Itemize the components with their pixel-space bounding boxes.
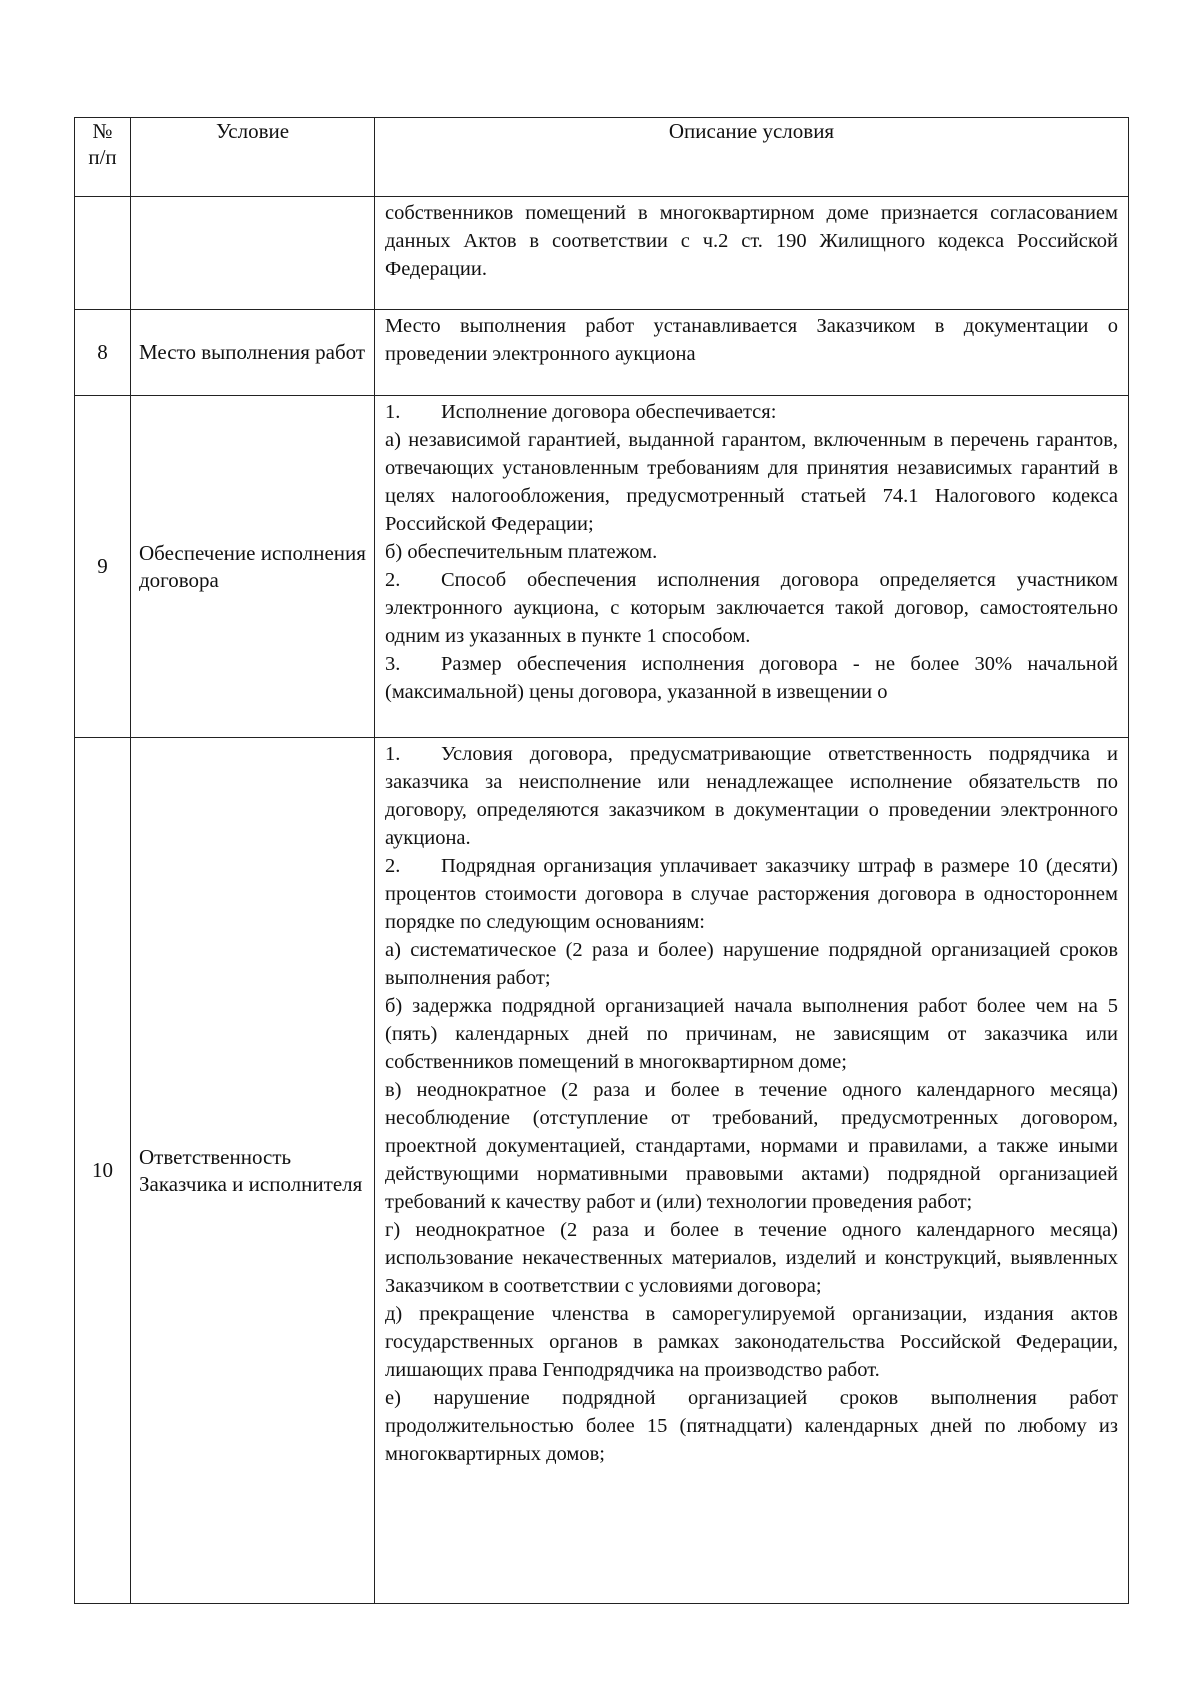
description-paragraph: д) прекращение членства в саморегулируемой организации, издания актов государственных органов в рамках законодательства Российской Федерации, лишающих права Генподрядчика на производство работ. <box>385 1303 1118 1381</box>
description-paragraph: 3. Размер обеспечения исполнения договора - не более 30% начальной (максимальной) цены договора, указанной в извещении о <box>385 653 1118 703</box>
table-row <box>75 396 1129 738</box>
table-row <box>75 197 1129 310</box>
description-paragraph: 2. Подрядная организация уплачивает заказчику штраф в размере 10 (десяти) процентов стоимости договора в случае расторжения договора в одностороннем порядке по следующим основаниям: <box>385 855 1118 933</box>
row-num: 10 <box>75 738 131 1604</box>
description-paragraph: б) задержка подрядной организацией начала выполнения работ более чем на 5 (пять) календарных дней по причинам, не зависящим от заказчика или собственников помещений в многоквартирном доме; <box>385 995 1118 1073</box>
row-description <box>375 197 1129 310</box>
table-row <box>75 738 1129 1604</box>
row-label: Место выполнения работ <box>131 310 375 396</box>
row-description <box>375 738 1129 1604</box>
header-description: Описание условия <box>375 118 1129 197</box>
row-num <box>75 197 131 310</box>
table-row <box>75 310 1129 396</box>
table-header-row <box>75 118 1129 197</box>
description-paragraph: г) неоднократное (2 раза и более в течение одного календарного месяца) использование некачественных материалов, изделий и конструкций, выявленных Заказчиком в соответствии с условиями договора; <box>385 1219 1118 1297</box>
description-paragraph: 2. Способ обеспечения исполнения договора определяется участником электронного аукциона, с которым заключается такой договор, самостоятельно одним из указанных в пункте 1 способом. <box>385 569 1118 647</box>
row-description <box>375 396 1129 738</box>
description-paragraph: 1. Условия договора, предусматривающие ответственность подрядчика и заказчика за неисполнение или ненадлежащее исполнение обязательств по договору, определяются заказчиком в документации о проведении электронного аукциона. <box>385 743 1118 849</box>
description-paragraph: б) обеспечительным платежом. <box>385 541 658 563</box>
row-num: 9 <box>75 396 131 738</box>
row-label <box>131 197 375 310</box>
description-paragraph: е) нарушение подрядной организацией сроков выполнения работ продолжительностью более 15 (пятнадцати) календарных дней по любому из многоквартирных домов; <box>385 1387 1118 1465</box>
description-paragraph: в) неоднократное (2 раза и более в течение одного календарного месяца) несоблюдение (отступление от требований, предусмотренных договором, проектной документацией, стандартами, нормами и правилами, а также иными действующими нормативными правовыми актами) подрядной организацией требований к качеству работ и (или) технологии проведения работ; <box>385 1079 1118 1213</box>
description-paragraph: Место выполнения работ устанавливается Заказчиком в документации о проведении электронного аукциона <box>385 315 1118 365</box>
description-paragraph: а) систематическое (2 раза и более) нарушение подрядной организацией сроков выполнения работ; <box>385 939 1118 989</box>
description-paragraph: а) независимой гарантией, выданной гарантом, включенным в перечень гарантов, отвечающих установленным требованиям для принятия независимых гарантий в целях налогообложения, предусмотренный статьей 74.1 Налогового кодекса Российской Федерации; <box>385 429 1118 535</box>
row-description <box>375 310 1129 396</box>
row-label: Ответственность Заказчика и исполнителя <box>131 738 375 1604</box>
description-paragraph: собственников помещений в многоквартирном доме признается согласованием данных Актов в соответствии с ч.2 ст. 190 Жилищного кодекса Российской Федерации. <box>385 202 1118 280</box>
header-num: № п/п <box>75 118 131 197</box>
conditions-table <box>74 117 1129 1604</box>
row-label: Обеспечение исполнения договора <box>131 396 375 738</box>
description-paragraph: 1. Исполнение договора обеспечивается: <box>385 401 777 423</box>
header-condition: Условие <box>131 118 375 197</box>
row-num: 8 <box>75 310 131 396</box>
